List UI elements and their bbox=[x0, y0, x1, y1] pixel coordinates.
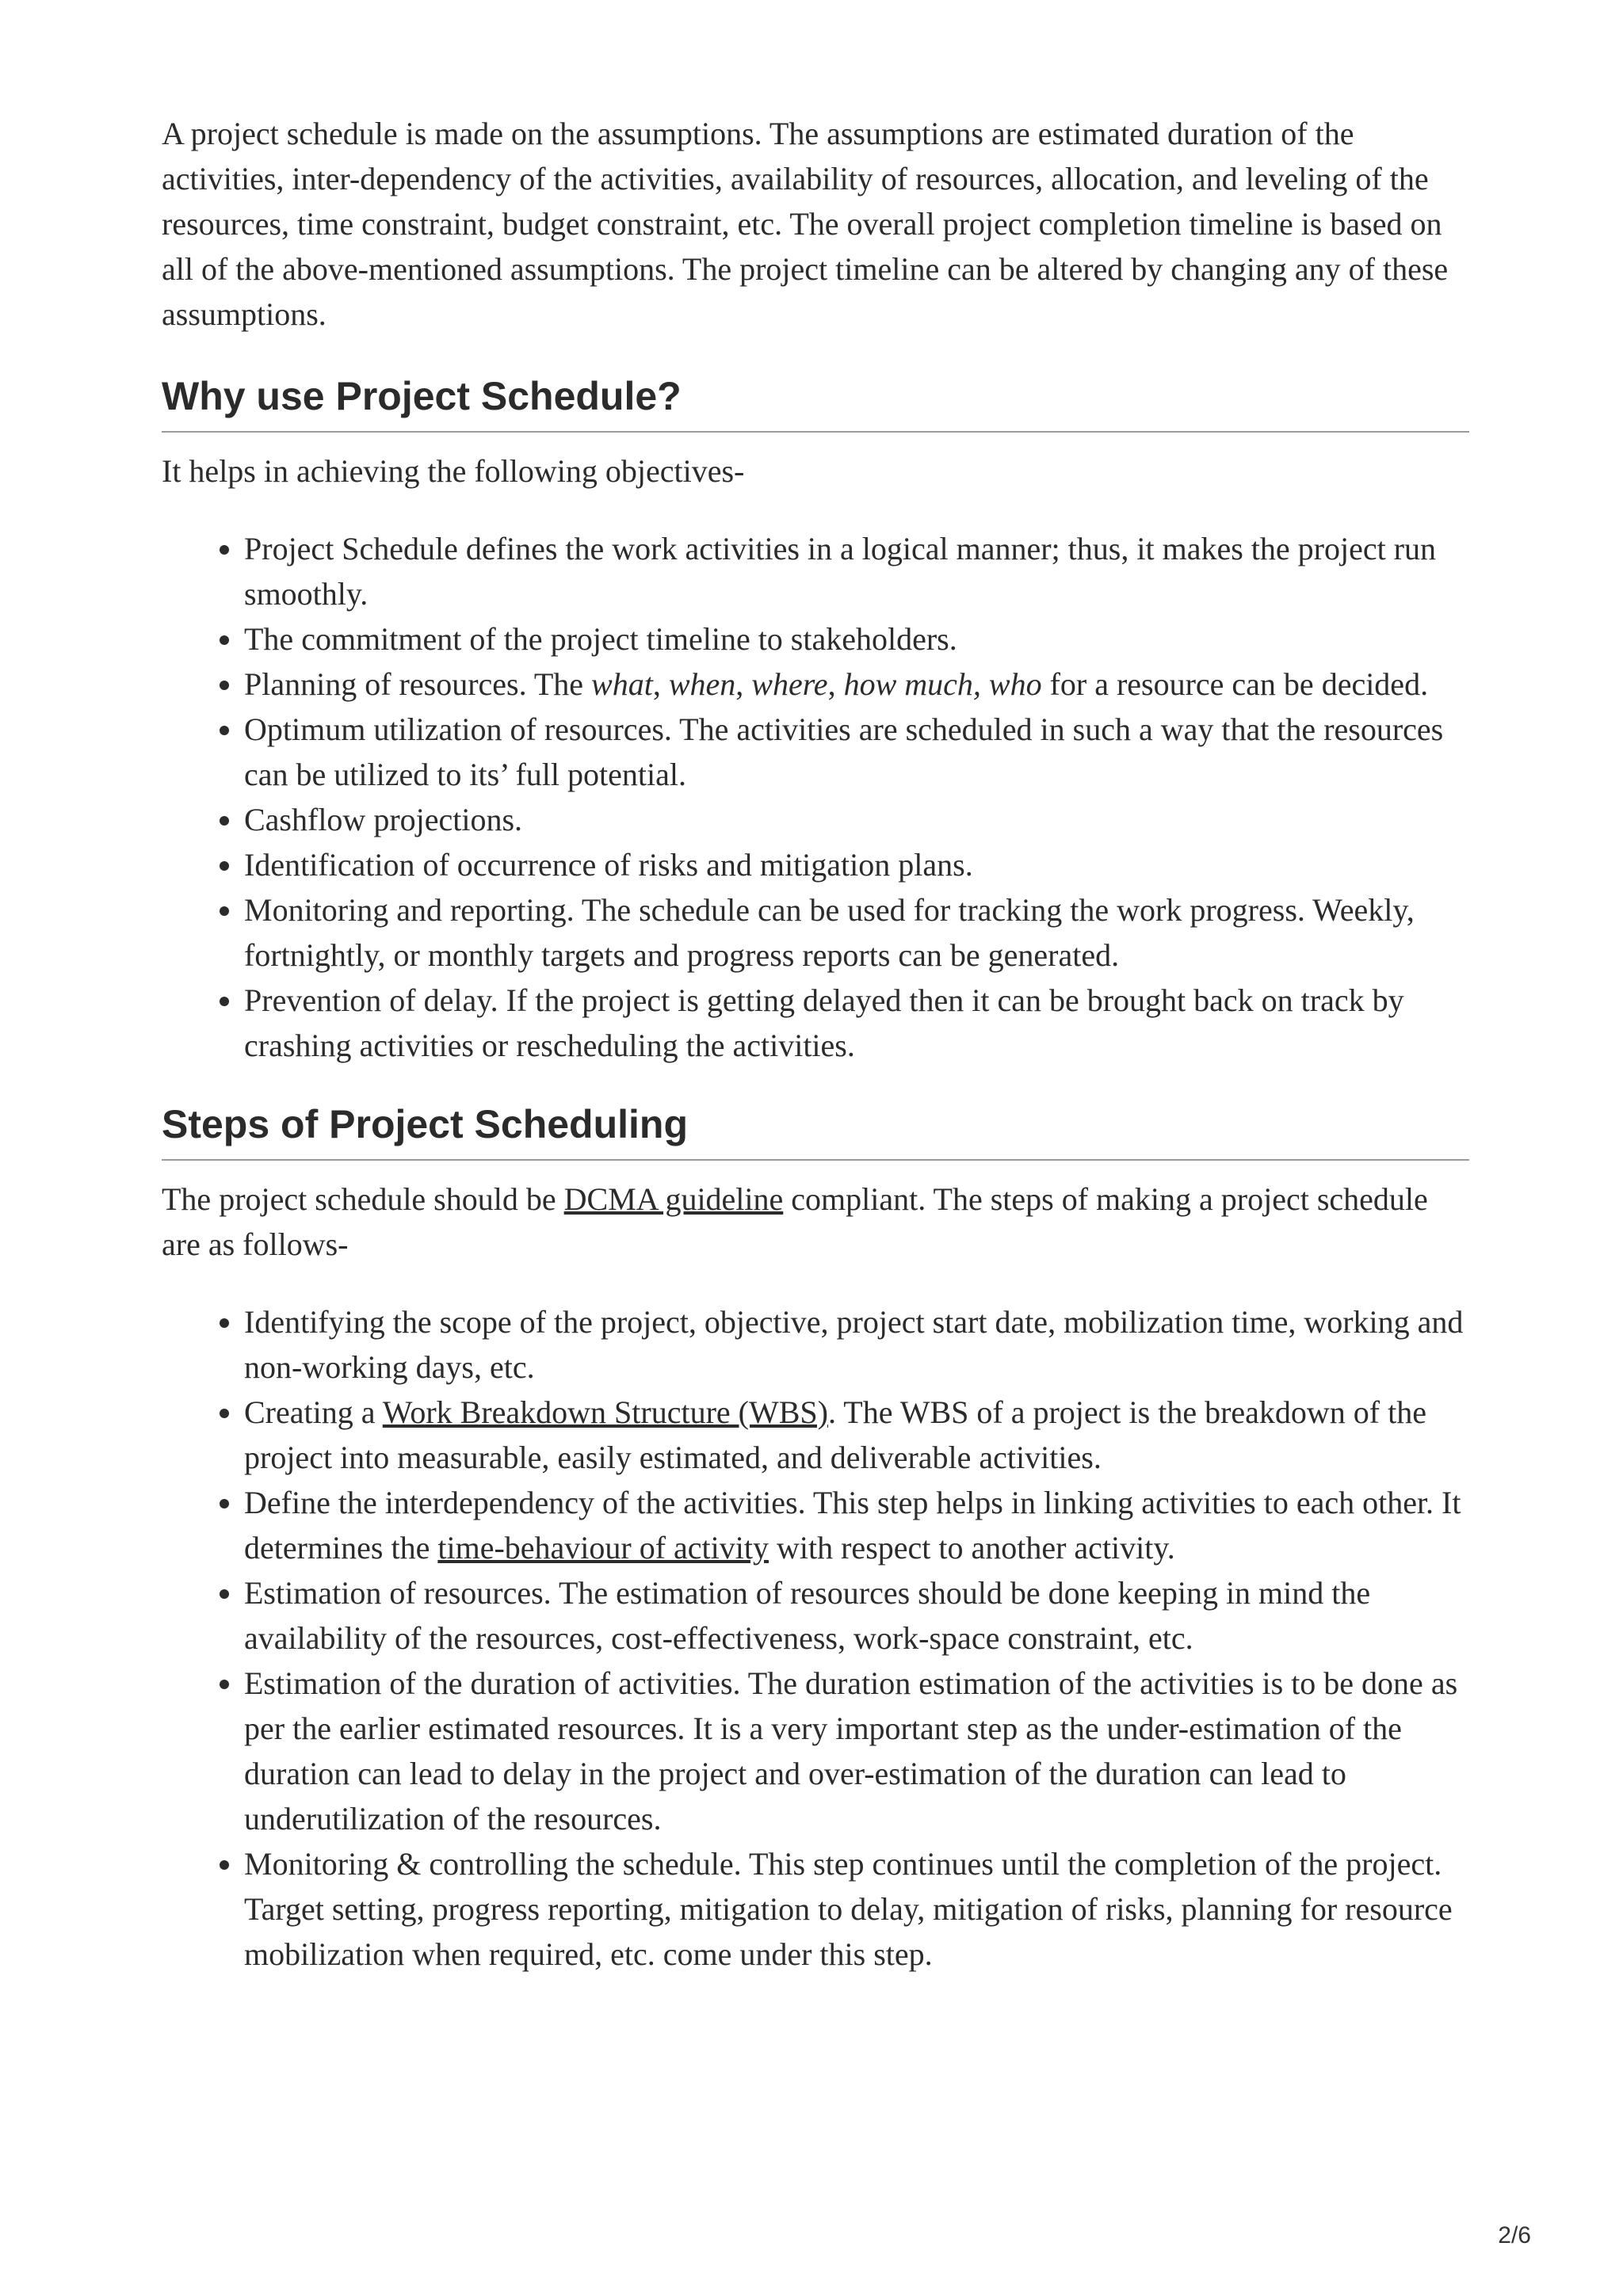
intro-paragraph: A project schedule is made on the assumptions. The assumptions are estimated duration of the activities, inter-dependency of the activities, availability of resources, allocation, and leveling of the resources, time constraint, budget constraint, etc. The overall project completion timeline is based on all of the above-mentioned assumptions. The project timeline can be altered by changing any of these assumptions. bbox=[162, 116, 1449, 332]
objective-item-1: • Project Schedule defines the work activities in a logical manner; thus, it makes the project run smoothly. bbox=[244, 526, 1469, 616]
steps-heading: Steps of Project Scheduling bbox=[162, 1100, 1469, 1161]
step-item-3-text-b: with respect to another activity. bbox=[769, 1530, 1175, 1566]
objective-item-8: • Prevention of delay. If the project is getting delayed then it can be brought back on track by crashing activities or rescheduling the activities. bbox=[244, 978, 1469, 1068]
step-item-2-text-b: . The WBS of a project is the breakdown of the project into measurable, easily estimated, and deliverable activities. bbox=[244, 1394, 1426, 1475]
objective-item-7: • Monitoring and reporting. The schedule can be used for tracking the work progress. Weekly, fortnightly, or monthly targets and progress reports can be generated. bbox=[244, 887, 1469, 978]
step-item-3-text-a: Define the interdependency of the activities. This step helps in linking activities to each other. It determines the bbox=[244, 1485, 1461, 1566]
step-item-4: • Estimation of resources. The estimation of resources should be done keeping in mind the availability of the resources, cost-effectiveness, work-space constraint, etc. bbox=[244, 1570, 1469, 1661]
step-item-2 bbox=[244, 1390, 1469, 1480]
step-item-3 bbox=[244, 1480, 1469, 1570]
objective-item-2: • The commitment of the project timeline to stakeholders. bbox=[244, 616, 1469, 662]
document-body bbox=[162, 111, 1469, 1977]
objectives-list bbox=[162, 526, 1469, 1068]
objective-item-3-where: where bbox=[751, 666, 828, 702]
dcma-guideline-link[interactable]: DCMA guideline bbox=[563, 1181, 784, 1217]
why-lead-paragraph: It helps in achieving the following objectives- bbox=[162, 453, 745, 489]
objective-item-3-text-a: Planning of resources. The bbox=[244, 666, 592, 702]
step-item-2-text-a: Creating a bbox=[244, 1394, 383, 1430]
step-item-6: • Monitoring & controlling the schedule. This step continues until the completion of the project. Target setting, progress reporting, mitigation to delay, mitigation of risks, planning for resource mobilization when required, etc. come under this step. bbox=[244, 1841, 1469, 1977]
objective-item-3-text-b: for a resource can be decided. bbox=[1041, 666, 1429, 702]
page-number: 2/6 bbox=[1498, 2222, 1531, 2248]
objective-item-3-sep1: , bbox=[652, 666, 669, 702]
objective-item-3-when: when bbox=[668, 666, 736, 702]
steps-list bbox=[162, 1299, 1469, 1977]
time-behaviour-link[interactable]: time-behaviour of activity bbox=[437, 1530, 769, 1566]
steps-lead-text-a: The project schedule should be bbox=[162, 1181, 564, 1217]
step-item-5: • Estimation of the duration of activities. The duration estimation of the activities is to be done as per the earlier estimated resources. It is a very important step as the under-estimation of the duration can lead to delay in the project and over-estimation of the duration can lead to underutilization of the resources. bbox=[244, 1661, 1469, 1841]
objective-item-3-sep3: , bbox=[827, 666, 844, 702]
steps-lead-paragraph bbox=[162, 1177, 1469, 1267]
objective-item-3 bbox=[244, 662, 1469, 707]
objective-item-6: • Identification of occurrence of risks and mitigation plans. bbox=[244, 842, 1469, 887]
objective-item-5: • Cashflow projections. bbox=[244, 797, 1469, 842]
steps-lead-text-b: compliant. The steps of making a project schedule are as follows- bbox=[162, 1181, 1428, 1262]
why-heading: Why use Project Schedule? bbox=[162, 372, 1469, 433]
objective-item-3-how-much-who: how much, who bbox=[843, 666, 1042, 702]
step-item-1: • Identifying the scope of the project, objective, project start date, mobilization time, working and non-working days, etc. bbox=[244, 1299, 1469, 1390]
objective-item-4: • Optimum utilization of resources. The activities are scheduled in such a way that the resources can be utilized to its’ full potential. bbox=[244, 707, 1469, 797]
objective-item-3-sep2: , bbox=[735, 666, 752, 702]
objective-item-3-what: what bbox=[591, 666, 653, 702]
wbs-link[interactable]: Work Breakdown Structure (WBS) bbox=[382, 1394, 828, 1430]
